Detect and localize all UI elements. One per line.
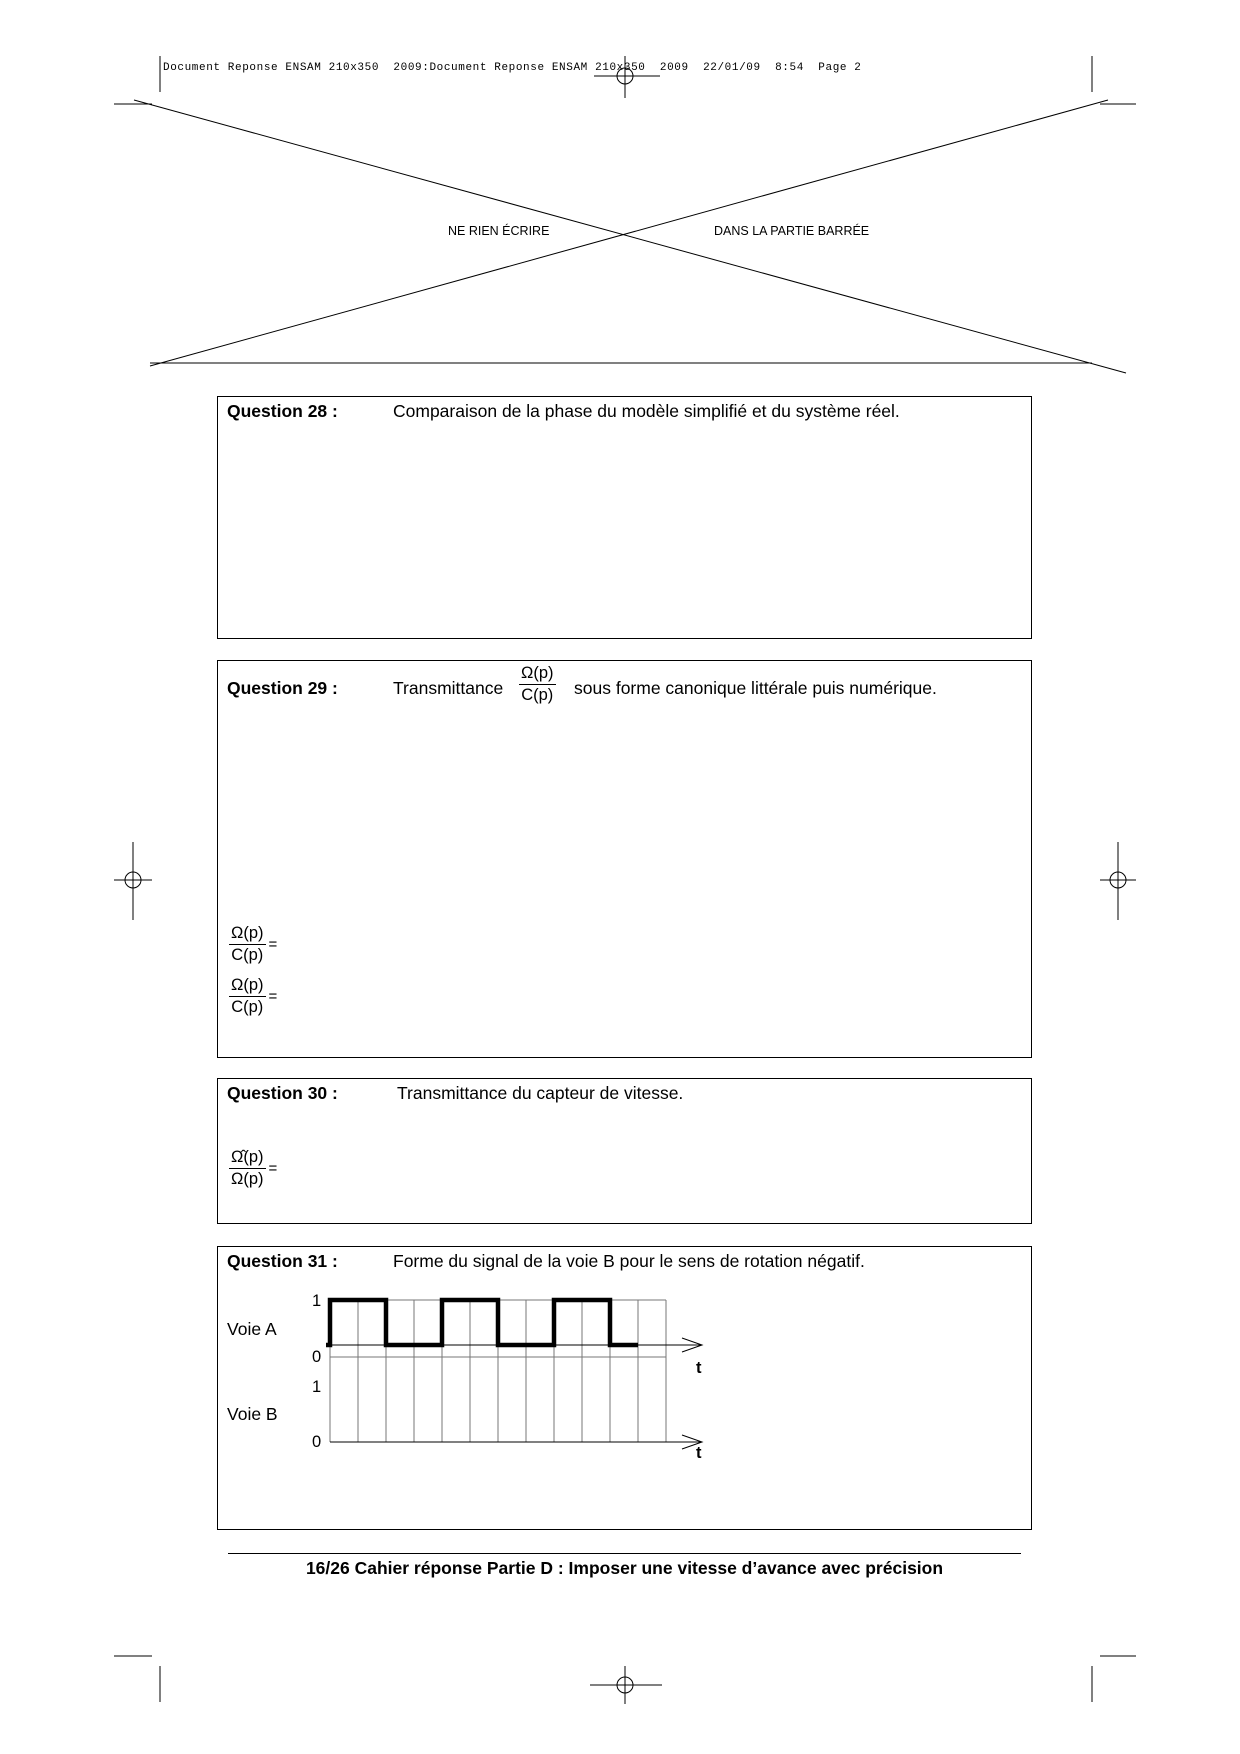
voie-a-tick-low: 0	[312, 1348, 322, 1366]
page-footer: 16/26 Cahier réponse Partie D : Imposer une vitesse d’avance avec précision	[305, 1558, 944, 1578]
signal-chart[interactable]	[218, 1247, 1033, 1531]
question-30-title: Transmittance du capteur de vitesse.	[397, 1083, 684, 1103]
voie-a-signal	[326, 1300, 638, 1345]
question-28-title: Comparaison de la phase du modèle simplifié et du système réel.	[393, 401, 900, 421]
question-29-box[interactable]	[217, 660, 1032, 1058]
fraction-denominator: C(p)	[521, 686, 554, 704]
question-29-title-after: sous forme canonique littérale puis numérique.	[574, 678, 937, 698]
fraction-denominator: Ω(p)	[231, 1170, 264, 1188]
voie-b-tick-low: 0	[312, 1433, 322, 1451]
fraction-numerator: Ω̂(p)	[229, 1148, 266, 1169]
question-29-title-fraction	[519, 664, 556, 705]
voie-b-time-axis-label: t	[696, 1444, 702, 1462]
equals-sign: =	[268, 936, 278, 953]
footer-rule	[228, 1553, 1021, 1554]
barred-zone-text-right: DANS LA PARTIE BARRÉE	[714, 224, 870, 238]
signals	[326, 1300, 638, 1345]
voie-b-grid	[330, 1357, 666, 1442]
question-31-box[interactable]	[217, 1246, 1032, 1530]
question-29-title-before: Transmittance	[393, 678, 504, 698]
question-29-label: Question 29 :	[227, 678, 338, 698]
fraction-numerator: Ω(p)	[519, 664, 556, 685]
question-31-label: Question 31 :	[227, 1251, 338, 1271]
question-31-title: Forme du signal de la voie B pour le sens de rotation négatif.	[393, 1251, 865, 1271]
answer-fraction-literal	[229, 924, 277, 965]
voie-a-tick-high: 1	[312, 1292, 322, 1310]
question-30-label: Question 30 :	[227, 1083, 338, 1103]
barred-zone-diagonal-1	[134, 100, 1126, 373]
equals-sign: =	[268, 988, 278, 1005]
question-30-box[interactable]	[217, 1078, 1032, 1224]
equals-sign: =	[268, 1160, 278, 1177]
barred-zone-diagonal-2	[150, 100, 1108, 366]
answer-fraction-sensor	[229, 1148, 277, 1189]
fraction-denominator: C(p)	[231, 946, 264, 964]
voie-a-label: Voie A	[227, 1319, 277, 1339]
fraction-numerator: Ω(p)	[229, 924, 266, 945]
barred-zone-text-left: NE RIEN ÉCRIRE	[448, 224, 550, 238]
question-28-box[interactable]	[217, 396, 1032, 639]
voie-b-tick-high: 1	[312, 1378, 322, 1396]
fraction-denominator: C(p)	[231, 998, 264, 1016]
answer-fraction-numeric	[229, 976, 277, 1017]
voie-b-label: Voie B	[227, 1404, 278, 1424]
voie-a-time-axis-label: t	[696, 1359, 702, 1377]
question-28-label: Question 28 :	[227, 401, 338, 421]
print-header: Document Reponse ENSAM 210x350 2009:Document Reponse ENSAM 210x350 2009 22/01/09 8:54 Page 2	[163, 62, 862, 74]
fraction-numerator: Ω(p)	[229, 976, 266, 997]
